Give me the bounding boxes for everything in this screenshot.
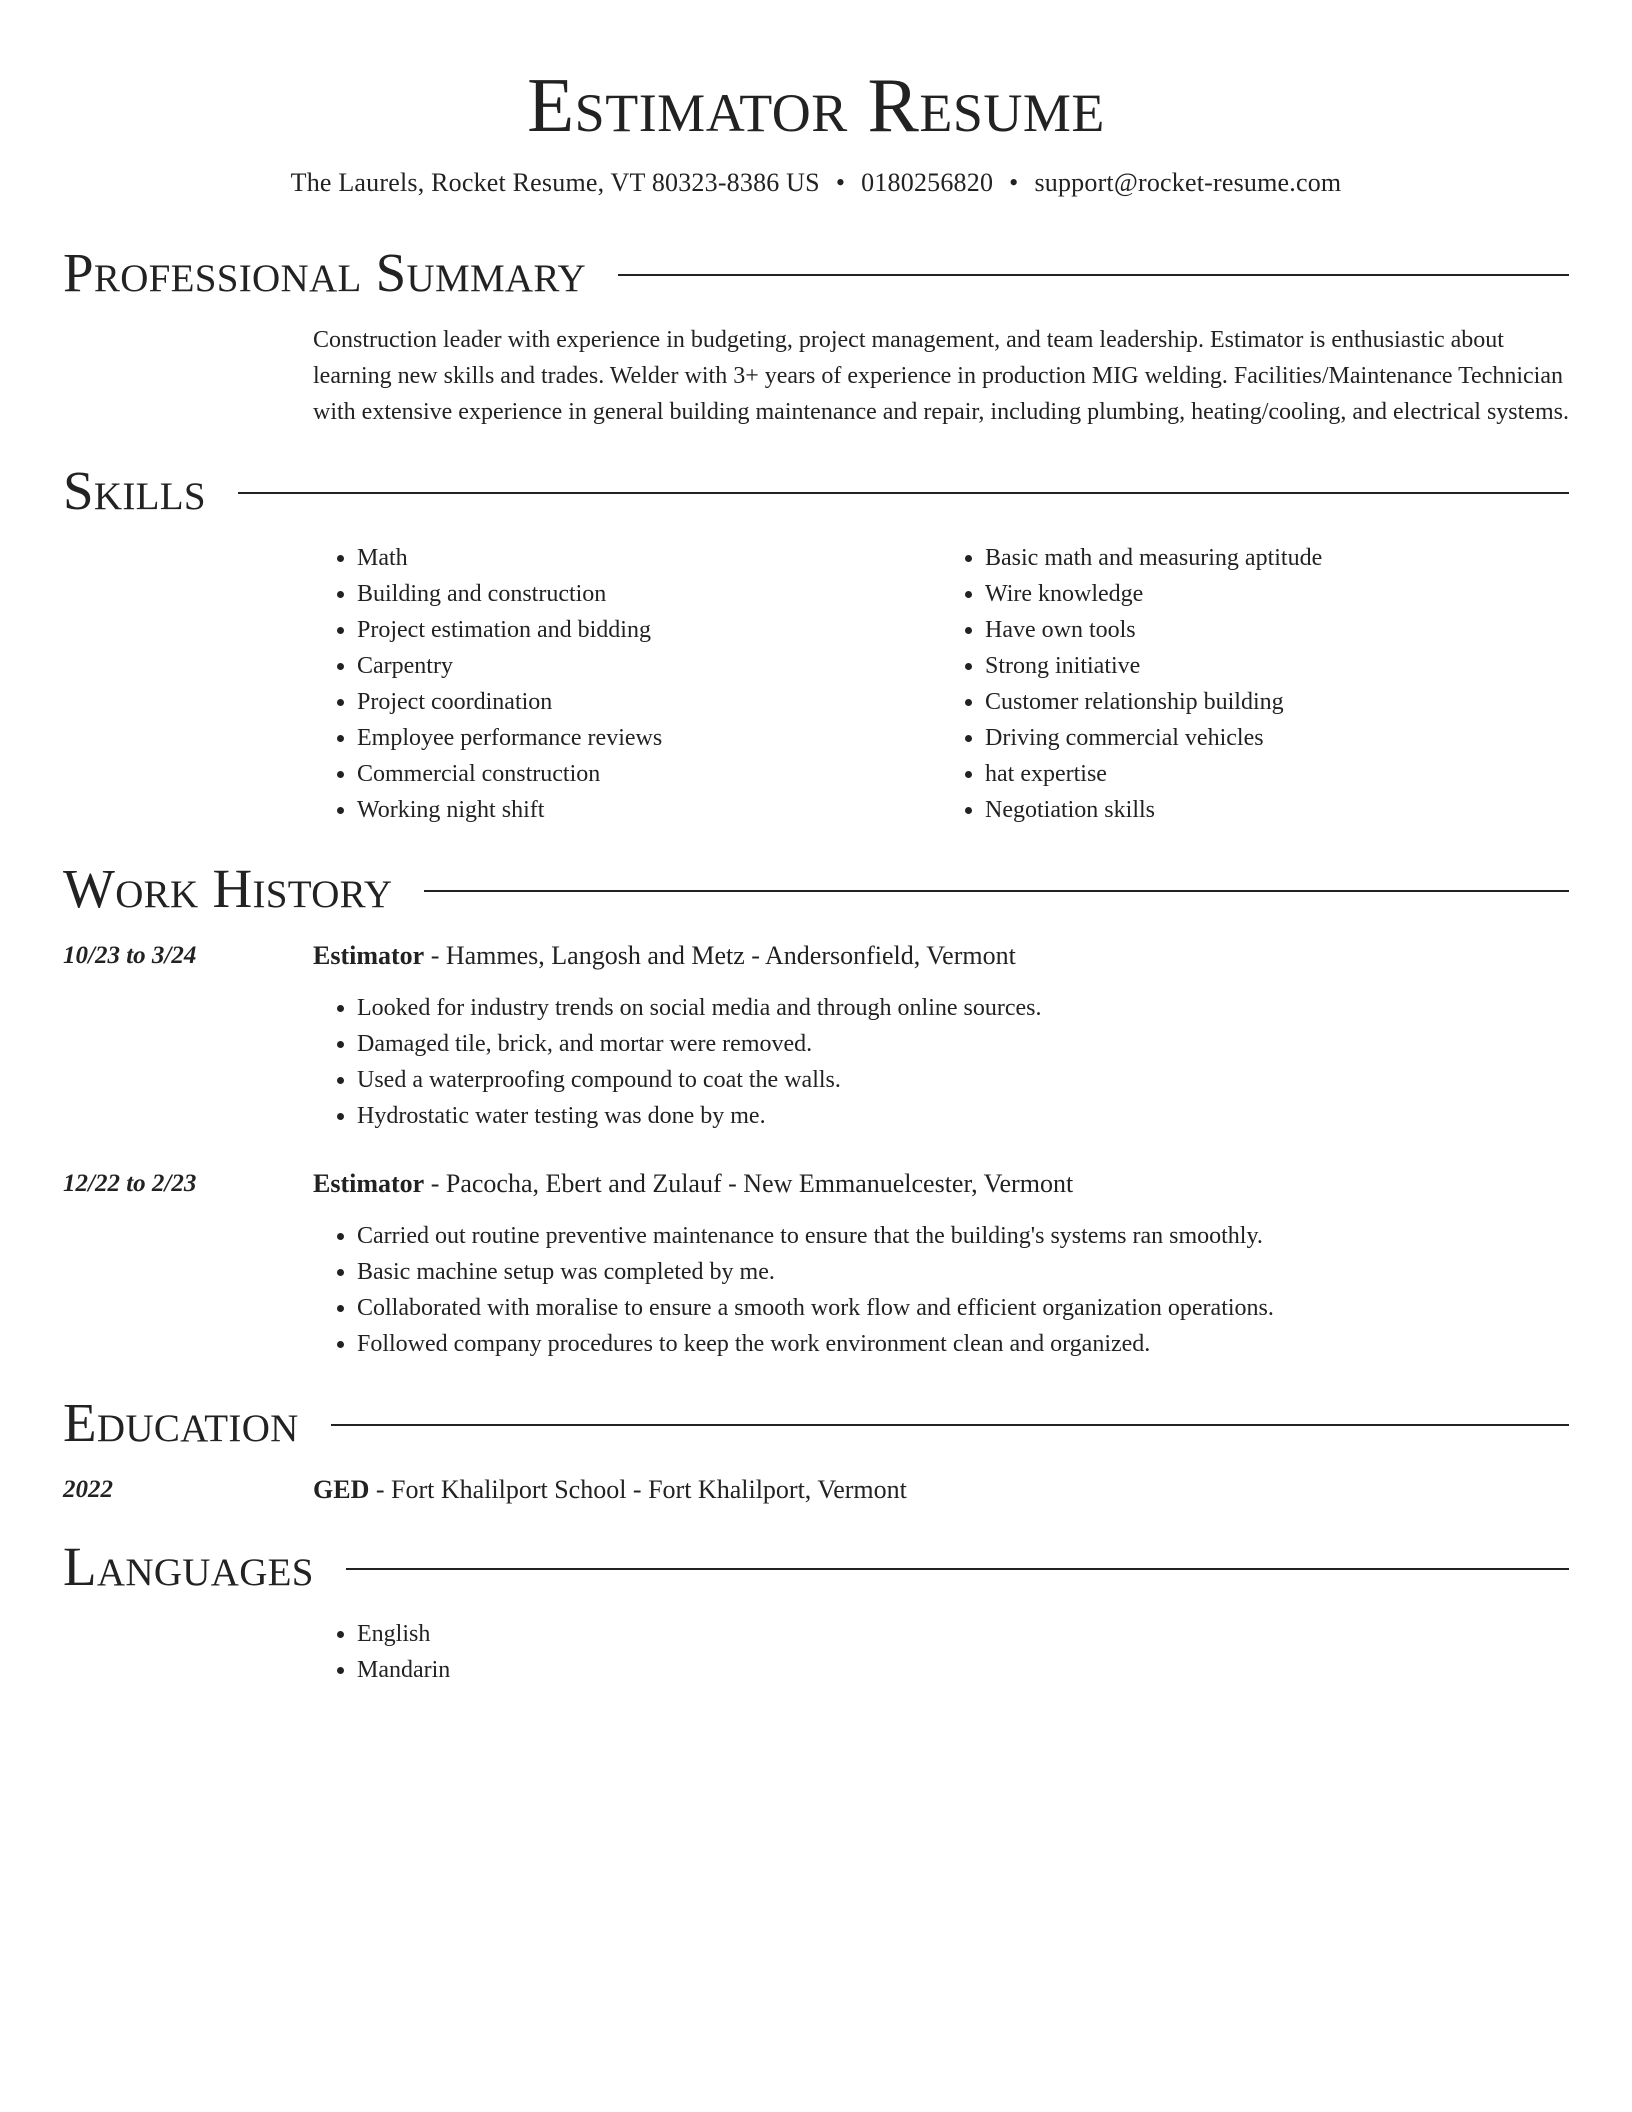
- languages-list: [313, 1616, 1569, 1688]
- skills-list-right: [941, 540, 1569, 828]
- work-bullet: • Hydrostatic water testing was done by me.: [357, 1098, 1569, 1134]
- work-bullet: • Damaged tile, brick, and mortar were removed.: [357, 1026, 1569, 1062]
- work-bullet: • Carried out routine preventive maintenance to ensure that the building's systems ran smoothly.: [357, 1218, 1569, 1254]
- work-entry-details: - Hammes, Langosh and Metz - Andersonfield, Vermont: [424, 941, 1016, 970]
- skill-item: • Negotiation skills: [985, 792, 1569, 828]
- section-divider: [346, 1568, 1569, 1570]
- skill-item: • Wire knowledge: [985, 576, 1569, 612]
- section-header-summary: [63, 240, 1569, 306]
- work-entry-dates: 10/23 to 3/24: [63, 942, 197, 969]
- education-entry: [63, 1472, 1569, 1508]
- language-item: • English: [357, 1616, 1569, 1652]
- skill-item: • Have own tools: [985, 612, 1569, 648]
- education-entry-degree: GED: [313, 1475, 370, 1504]
- resume-title: Estimator Resume: [527, 62, 1105, 148]
- section-divider: [238, 492, 1569, 494]
- skill-item: • Commercial construction: [357, 756, 941, 792]
- education-entry-year: 2022: [63, 1476, 113, 1503]
- contact-email: support@rocket-resume.com: [1034, 168, 1342, 197]
- education-entry-heading: [313, 1472, 1569, 1508]
- work-entry: [63, 1166, 1569, 1362]
- contact-line: [63, 166, 1569, 200]
- skill-item: • Driving commercial vehicles: [985, 720, 1569, 756]
- section-title-summary: Professional Summary: [63, 242, 587, 303]
- language-item: • Mandarin: [357, 1652, 1569, 1688]
- summary-content: [313, 322, 1569, 430]
- skill-item: • Building and construction: [357, 576, 941, 612]
- contact-phone: 0180256820: [861, 168, 994, 197]
- section-divider: [618, 274, 1569, 276]
- skill-item: • Employee performance reviews: [357, 720, 941, 756]
- skill-item: • Project estimation and bidding: [357, 612, 941, 648]
- work-bullet: • Collaborated with moralise to ensure a smooth work flow and efficient organization operations.: [357, 1290, 1569, 1326]
- contact-separator: •: [1009, 168, 1019, 197]
- work-entry-bullets: [313, 1218, 1569, 1362]
- section-title-work-history: Work History: [63, 858, 393, 919]
- section-header-skills: [63, 458, 1569, 524]
- work-entry-heading: [313, 938, 1569, 974]
- skill-item: • Project coordination: [357, 684, 941, 720]
- skill-item: • hat expertise: [985, 756, 1569, 792]
- work-bullet: • Used a waterproofing compound to coat the walls.: [357, 1062, 1569, 1098]
- work-entry-role: Estimator: [313, 941, 425, 970]
- skill-item: • Strong initiative: [985, 648, 1569, 684]
- work-entry-dates: 12/22 to 2/23: [63, 1170, 197, 1197]
- work-entry-heading: [313, 1166, 1569, 1202]
- work-entry-role: Estimator: [313, 1169, 425, 1198]
- section-title-education: Education: [63, 1392, 299, 1453]
- work-entry-bullets: [313, 990, 1569, 1134]
- section-title-languages: Languages: [63, 1536, 314, 1597]
- skills-columns: [313, 540, 1569, 828]
- section-header-education: [63, 1390, 1569, 1456]
- work-bullet: • Basic machine setup was completed by me.: [357, 1254, 1569, 1290]
- work-entry-details: - Pacocha, Ebert and Zulauf - New Emmanuelcester, Vermont: [424, 1169, 1074, 1198]
- skills-content: [313, 540, 1569, 828]
- skill-item: • Math: [357, 540, 941, 576]
- work-entry: [63, 938, 1569, 1134]
- summary-text: Construction leader with experience in budgeting, project management, and team leadership. Estimator is enthusiastic about learning new skills and trades. Welder with 3+ years of experience in production MIG welding. Facilities/Maintenance Technician with extensive experience in general building maintenance and repair, including plumbing, heating/cooling, and electrical systems.: [313, 327, 1569, 425]
- skill-item: • Basic math and measuring aptitude: [985, 540, 1569, 576]
- skills-list-left: [313, 540, 941, 828]
- languages-content: [313, 1616, 1569, 1688]
- education-entry-details: - Fort Khalilport School - Fort Khalilport, Vermont: [369, 1475, 907, 1504]
- skill-item: • Customer relationship building: [985, 684, 1569, 720]
- section-header-languages: [63, 1534, 1569, 1600]
- work-bullet: • Looked for industry trends on social media and through online sources.: [357, 990, 1569, 1026]
- section-header-work-history: [63, 856, 1569, 922]
- skill-item: • Working night shift: [357, 792, 941, 828]
- section-divider: [331, 1424, 1569, 1426]
- section-title-skills: Skills: [63, 460, 206, 521]
- work-entry-body: [313, 938, 1569, 1134]
- education-entry-body: [313, 1472, 1569, 1508]
- section-divider: [424, 890, 1569, 892]
- contact-separator: •: [835, 168, 846, 197]
- work-entry-body: [313, 1166, 1569, 1362]
- contact-address: The Laurels, Rocket Resume, VT 80323-8386 US: [290, 168, 820, 197]
- work-bullet: • Followed company procedures to keep the work environment clean and organized.: [357, 1326, 1569, 1362]
- skill-item: • Carpentry: [357, 648, 941, 684]
